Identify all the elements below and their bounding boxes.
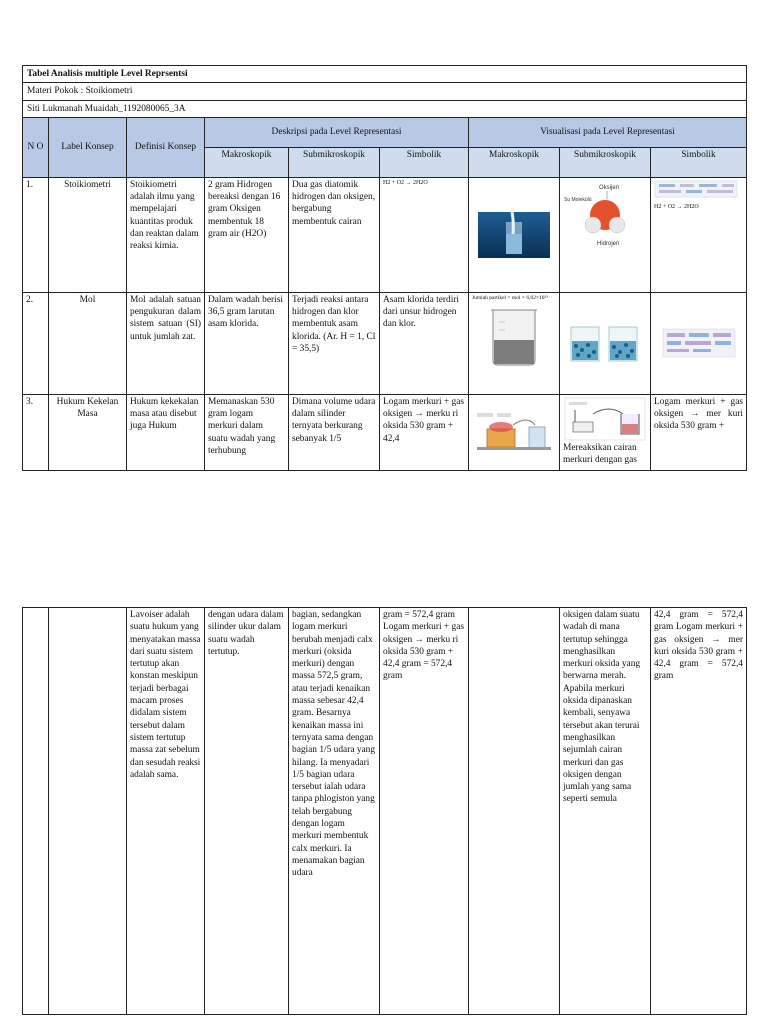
row-number: 3.: [23, 394, 49, 470]
row-label: Mol: [49, 292, 127, 394]
vis-makroskopik-empty: [469, 608, 560, 1015]
table-part-2: [22, 607, 746, 1015]
row-makroskopik: Dalam wadah berisi 36,5 gram larutan asam klorida.: [205, 292, 289, 394]
row-simbolik: H2 + O2 → 2H2O: [380, 177, 469, 292]
vis-mercury-apparatus: [563, 396, 647, 442]
row-simbolik: Logam merkuri + gas oksigen → merku ri oksida 530 gram + 42,4: [380, 394, 469, 470]
header-deskripsi-submikroskopik: Submikroskopik: [289, 147, 380, 177]
vis-submikro-caption: Mereaksikan cairan merkuri dengan gas: [563, 442, 637, 466]
table-part-1: [22, 65, 746, 471]
vis-simbolik-cell: Logam merkuri + gas oksigen → mer kuri oksida 530 gram +: [651, 394, 747, 470]
header-label-konsep: Label Konsep: [49, 117, 127, 177]
row-definisi: Lavoiser adalah suatu hukum yang menyatakan massa dari suatu sistem tertutup akan konstan meskipun terjadi berbagai macam proses didalam sistem tersebut dalam sistem tertutup massa zat sebelum dan sesudah reaksi adalah sama.: [127, 608, 205, 1015]
table-row: [23, 394, 747, 470]
header-visualisasi-simbolik: Simbolik: [651, 147, 747, 177]
vis-lavoisier-apparatus: [469, 394, 560, 470]
row-number: 1.: [23, 177, 49, 292]
header-no: N O: [23, 117, 49, 177]
row-submikroskopik: Terjadi reaksi antara hidrogen dan klor membentuk asam klorida. (Ar. H = 1, Cl = 35,5): [289, 292, 380, 394]
row-makroskopik: dengan udara dalam silinder ukur dalam suatu wadah tertutup.: [205, 608, 289, 1015]
row-simbolik: gram = 572,4 gram Logam merkuri + gas oksigen → merku ri oksida 530 gram + 42,4 gram = 572,4 gram: [380, 608, 469, 1015]
row-submikroskopik: Dua gas diatomik hidrogen dan oksigen, bergabung membentuk cairan: [289, 177, 380, 292]
header-visualisasi-makroskopik: Makroskopik: [469, 147, 560, 177]
vis-submikroskopik: oksigen dalam suatu wadah di mana tertutup sehingga menghasilkan merkuri oksida yang berwarna merah. Apabila merkuri oksida dipanaskan kembali, senyawa tersebut akan terurai menghasilkan sejumlah cairan merkuri dan gas oksigen dengan jumlah yang sama seperti semula: [560, 608, 651, 1015]
table-row-continued: [23, 608, 747, 1015]
header-visualisasi: Visualisasi pada Level Representasi: [469, 117, 747, 147]
header-deskripsi-simbolik: Simbolik: [380, 147, 469, 177]
vis-submikro-cell: [560, 394, 651, 470]
analysis-table-continued: [22, 607, 747, 1015]
table-row: [23, 292, 747, 394]
vis-beaker-particles: [560, 292, 651, 394]
row-submikroskopik: bagian, sedangkan logam merkuri berubah menjadi calx merkuri (oksida merkuri) dengan massa 572,5 gram, atau terjadi kenaikan massa sebesar 42,4 gram. Besarnya kenaikan massa ini ternyata sama dengan bagian 1/5 udara yang hilang. Ia menyadari 1/5 bagian udara tersebut ialah udara tanpa phlogiston yang telah bergabung dengan logam merkuri membentuk calx merkuri. Ia menamakan bagian udara: [289, 608, 380, 1015]
row-simbolik: Asam klorida terdiri dari unsur hidrogen dan klor.: [380, 292, 469, 394]
row-makroskopik: 2 gram Hidrogen bereaksi dengan 16 gram Oksigen membentuk 18 gram air (H2O): [205, 177, 289, 292]
header-deskripsi-makroskopik: Makroskopik: [205, 147, 289, 177]
particle-formula: Jumlah partikel = mol × 6,02×10²³: [472, 294, 548, 301]
table-row: [23, 177, 747, 292]
row-label: Hukum Kekelan Masa: [49, 394, 127, 470]
analysis-table: [22, 65, 747, 471]
row-definisi: Hukum kekekalan masa atau disebut juga Hukum: [127, 394, 205, 470]
row-definisi: Stoikiometri adalah ilmu yang mempelajari kuantitas produk dan reaktan dalam reaksi kimia.: [127, 177, 205, 292]
header-definisi-konsep: Definisi Konsep: [127, 117, 205, 177]
hidrojen-label: Hidrojen: [597, 240, 620, 247]
molecule-label: Su Molekülü: [564, 196, 592, 203]
table-title: Tabel Analisis multiple Level Reprsentsi: [23, 66, 747, 83]
row-label-empty: [49, 608, 127, 1015]
header-deskripsi: Deskripsi pada Level Representasi: [205, 117, 469, 147]
vis-simbolik-equation: H2 + O2 → 2H2O: [654, 204, 699, 211]
materi-pokok: Materi Pokok : Stoikiometri: [23, 83, 747, 100]
row-number: 2.: [23, 292, 49, 394]
header-visualisasi-submikroskopik: Submikroskopik: [560, 147, 651, 177]
row-label: Stoikiometri: [49, 177, 127, 292]
row-submikroskopik: Dimana volume udara dalam silinder ternyata berkurang sebanyak 1/5: [289, 394, 380, 470]
author-line: Siti Lukmanah Muaidah_1192080065_3A: [23, 100, 747, 117]
vis-beaker-image: [469, 292, 560, 394]
vis-simbolik: 42,4 gram = 572,4 gram Logam merkuri + gas oksigen → mer kuri oksida 530 gram + 42,4 gram = 572,4 gram: [651, 608, 747, 1015]
vis-reaction-diagram: [651, 177, 747, 292]
beaker-left: [571, 327, 599, 361]
vis-mol-diagram: [651, 292, 747, 394]
vis-water-molecule: [560, 177, 651, 292]
oksijen-label: Oksijen: [599, 184, 620, 191]
row-makroskopik: Memanaskan 530 gram logam merkuri dalam suatu wadah yang terhubung: [205, 394, 289, 470]
vis-water-glass-image: [469, 177, 560, 292]
beaker-right: [609, 327, 637, 361]
row-number-empty: [23, 608, 49, 1015]
row-definisi: Mol adalah satuan pengukuran dalam sistem satuan (SI) untuk jumlah zat.: [127, 292, 205, 394]
